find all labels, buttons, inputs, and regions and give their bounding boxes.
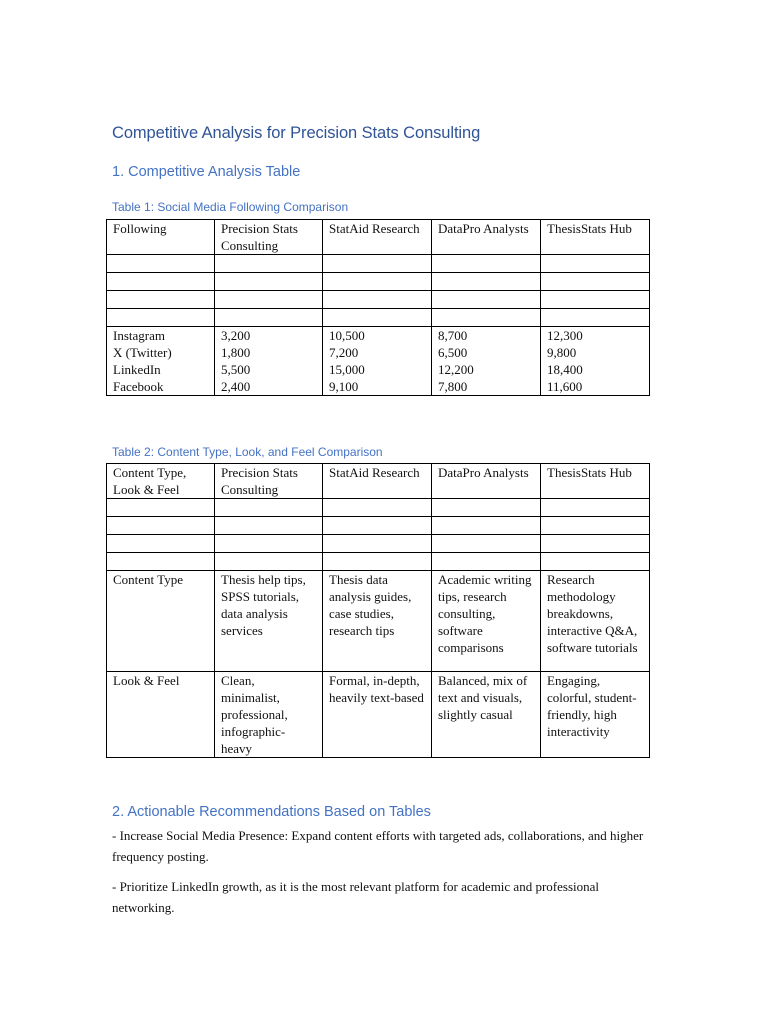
empty-cell [323, 273, 432, 291]
value-cell: 15,000 [323, 361, 432, 378]
empty-cell [323, 553, 432, 571]
empty-cell [215, 553, 323, 571]
value-cell: 9,800 [541, 344, 650, 361]
section-1-heading: 1. Competitive Analysis Table [112, 164, 301, 180]
empty-cell [107, 517, 215, 535]
empty-row [107, 517, 650, 535]
social-media-following-table [106, 219, 650, 396]
header-cell: Content Type, Look & Feel [107, 464, 215, 499]
empty-cell [541, 255, 650, 273]
empty-cell [107, 499, 215, 517]
empty-cell [541, 553, 650, 571]
empty-cell [541, 309, 650, 327]
empty-cell [432, 553, 541, 571]
empty-cell [432, 291, 541, 309]
row-label-cell: Content Type [107, 571, 215, 672]
value-cell: 8,700 [432, 327, 541, 345]
header-cell: Following [107, 220, 215, 255]
empty-cell [215, 535, 323, 553]
row-label-cell: Look & Feel [107, 672, 215, 758]
table-row [107, 571, 650, 672]
platform-cell: Facebook [107, 378, 215, 396]
text-cell: Engaging, colorful, student-friendly, high interactivity [541, 672, 650, 758]
empty-cell [107, 255, 215, 273]
header-cell: DataPro Analysts [432, 220, 541, 255]
header-cell: ThesisStats Hub [541, 464, 650, 499]
empty-row [107, 273, 650, 291]
document-title: Competitive Analysis for Precision Stats Consulting [112, 124, 481, 142]
platform-cell: X (Twitter) [107, 344, 215, 361]
empty-cell [323, 499, 432, 517]
empty-row [107, 499, 650, 517]
empty-cell [215, 291, 323, 309]
empty-cell [107, 535, 215, 553]
empty-cell [432, 517, 541, 535]
empty-cell [432, 499, 541, 517]
empty-cell [323, 517, 432, 535]
text-cell: Formal, in-depth, heavily text-based [323, 672, 432, 758]
header-cell: StatAid Research [323, 464, 432, 499]
empty-row [107, 255, 650, 273]
empty-cell [323, 255, 432, 273]
empty-cell [541, 273, 650, 291]
value-cell: 3,200 [215, 327, 323, 345]
value-cell: 1,800 [215, 344, 323, 361]
header-cell: Precision Stats Consulting [215, 464, 323, 499]
empty-row [107, 309, 650, 327]
value-cell: 6,500 [432, 344, 541, 361]
empty-cell [541, 535, 650, 553]
table-2-caption: Table 2: Content Type, Look, and Feel Comparison [112, 445, 383, 459]
empty-cell [432, 309, 541, 327]
empty-cell [432, 535, 541, 553]
value-cell: 11,600 [541, 378, 650, 396]
empty-cell [215, 517, 323, 535]
value-cell: 2,400 [215, 378, 323, 396]
section-2-heading: 2. Actionable Recommendations Based on Tables [112, 804, 431, 820]
text-cell: Balanced, mix of text and visuals, slightly casual [432, 672, 541, 758]
empty-cell [432, 255, 541, 273]
content-look-feel-table [106, 463, 650, 758]
text-cell: Thesis help tips, SPSS tutorials, data analysis services [215, 571, 323, 672]
recommendation-2: - Prioritize LinkedIn growth, as it is the most relevant platform for academic and professional networking. [112, 879, 599, 915]
empty-cell [541, 499, 650, 517]
table-header-row [107, 464, 650, 499]
value-cell: 7,200 [323, 344, 432, 361]
empty-cell [432, 273, 541, 291]
empty-cell [215, 255, 323, 273]
header-cell: ThesisStats Hub [541, 220, 650, 255]
table-1-caption: Table 1: Social Media Following Comparison [112, 200, 349, 214]
empty-row [107, 535, 650, 553]
empty-cell [107, 553, 215, 571]
empty-cell [215, 499, 323, 517]
empty-cell [215, 309, 323, 327]
header-cell: StatAid Research [323, 220, 432, 255]
empty-cell [323, 291, 432, 309]
value-cell: 9,100 [323, 378, 432, 396]
table-row [107, 327, 650, 345]
text-cell: Research methodology breakdowns, interactive Q&A, software tutorials [541, 571, 650, 672]
empty-cell [323, 535, 432, 553]
platform-cell: LinkedIn [107, 361, 215, 378]
table-row [107, 378, 650, 396]
recommendation-1: - Increase Social Media Presence: Expand content efforts with targeted ads, collaborations, and higher frequency posting. [112, 828, 644, 864]
empty-cell [215, 273, 323, 291]
value-cell: 10,500 [323, 327, 432, 345]
text-cell: Clean, minimalist, professional, infographic-heavy [215, 672, 323, 758]
empty-cell [107, 309, 215, 327]
value-cell: 12,200 [432, 361, 541, 378]
empty-cell [323, 309, 432, 327]
header-cell: Precision Stats Consulting [215, 220, 323, 255]
table-header-row [107, 220, 650, 255]
value-cell: 12,300 [541, 327, 650, 345]
empty-cell [541, 517, 650, 535]
header-cell: DataPro Analysts [432, 464, 541, 499]
empty-cell [107, 273, 215, 291]
empty-cell [541, 291, 650, 309]
table-row [107, 361, 650, 378]
empty-cell [107, 291, 215, 309]
value-cell: 7,800 [432, 378, 541, 396]
text-cell: Thesis data analysis guides, case studies, research tips [323, 571, 432, 672]
text-cell: Academic writing tips, research consulting, software comparisons [432, 571, 541, 672]
table-row [107, 672, 650, 758]
value-cell: 18,400 [541, 361, 650, 378]
value-cell: 5,500 [215, 361, 323, 378]
empty-row [107, 291, 650, 309]
platform-cell: Instagram [107, 327, 215, 345]
empty-row [107, 553, 650, 571]
table-row [107, 344, 650, 361]
